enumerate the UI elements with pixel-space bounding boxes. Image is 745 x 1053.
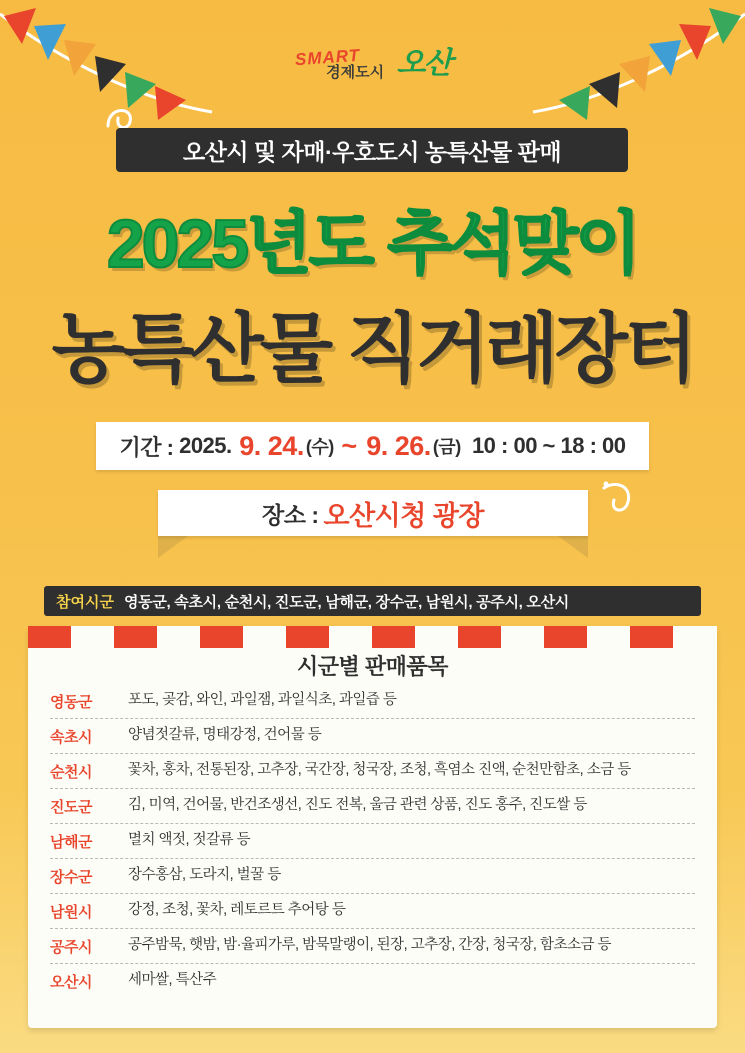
participants-label: 참여시군 [56, 593, 114, 611]
period-start-date: 9. 24. [239, 430, 304, 461]
table-row [50, 824, 695, 859]
row-items: 양념젓갈류, 명태강정, 건어물 등 [128, 727, 322, 743]
city-logo [0, 36, 745, 96]
subtitle-ribbon [116, 128, 628, 172]
participants-list: 영동군, 속초시, 순천시, 진도군, 남해군, 장수군, 남원시, 공주시, 오산시 [123, 593, 569, 611]
logo-smart-text: SMART [293, 45, 361, 70]
period-end-date: 9. 26. [366, 430, 431, 461]
ribbon-tail-right [558, 536, 588, 558]
place-label: 장소 : [262, 501, 319, 528]
row-city: 오산시 [50, 974, 92, 991]
products-table [50, 684, 695, 998]
row-items: 공주밤묵, 햇밤, 밤·율피가루, 밤묵말랭이, 된장, 고추장, 간장, 청국장, 함초소금 등 [128, 937, 612, 953]
place-value: 오산시청 광장 [323, 500, 484, 531]
period-time: 10 : 00 ~ 18 : 00 [471, 433, 626, 458]
row-items: 장수홍삼, 도라지, 벌꿀 등 [128, 867, 281, 883]
table-row [50, 754, 695, 789]
row-items: 꽃차, 홍차, 전통된장, 고추장, 국간장, 청국장, 조청, 흑염소 진액, 순천만함초, 소금 등 [128, 762, 631, 778]
row-items: 김, 미역, 건어물, 반건조생선, 진도 전복, 울금 관련 상품, 진도 홍주, 진도쌀 등 [128, 797, 587, 813]
logo-economy-text: 경제도시 [326, 64, 385, 81]
table-row [50, 964, 695, 998]
title-line-1: 2025년도 추석맞이 [106, 206, 639, 282]
awning-decoration [28, 626, 717, 648]
ribbon-tail-left [158, 536, 188, 558]
period-start-day: (수) [305, 437, 334, 457]
table-row [50, 859, 695, 894]
squiggle-decoration-right [598, 476, 646, 524]
row-city: 남해군 [50, 834, 92, 851]
row-city: 영동군 [50, 694, 92, 711]
period-label: 기간 : [119, 434, 174, 460]
table-row [50, 684, 695, 719]
period-year: 2025. [179, 433, 232, 458]
row-items: 세마쌀, 특산주 [128, 972, 217, 988]
period-end-day: (금) [432, 437, 461, 457]
row-items: 강정, 조청, 꽃차, 레토르트 추어탕 등 [128, 902, 346, 918]
schedule-date-bar [96, 422, 649, 470]
period-tilde: ~ [341, 430, 357, 461]
participants-bar [44, 586, 701, 616]
table-row [50, 894, 695, 929]
table-row [50, 719, 695, 754]
products-title: 시군별 판매품목 [297, 654, 448, 679]
row-city: 공주시 [50, 939, 92, 956]
logo-city-text: 오산 [396, 47, 451, 80]
row-city: 장수군 [50, 869, 92, 886]
row-city: 진도군 [50, 799, 92, 816]
row-city: 속초시 [50, 729, 92, 746]
row-items: 포도, 곶감, 와인, 과일잼, 과일식초, 과일즙 등 [128, 692, 397, 708]
table-row [50, 789, 695, 824]
schedule-place-bar [158, 490, 588, 536]
row-items: 멸치 액젓, 젓갈류 등 [128, 832, 251, 848]
table-row [50, 929, 695, 964]
row-city: 순천시 [50, 764, 92, 781]
row-city: 남원시 [50, 904, 92, 921]
subtitle-text: 오산시 및 자매·우호도시 농특산물 판매 [182, 138, 562, 165]
title-line-2: 농특산물 직거래장터 [51, 307, 694, 392]
